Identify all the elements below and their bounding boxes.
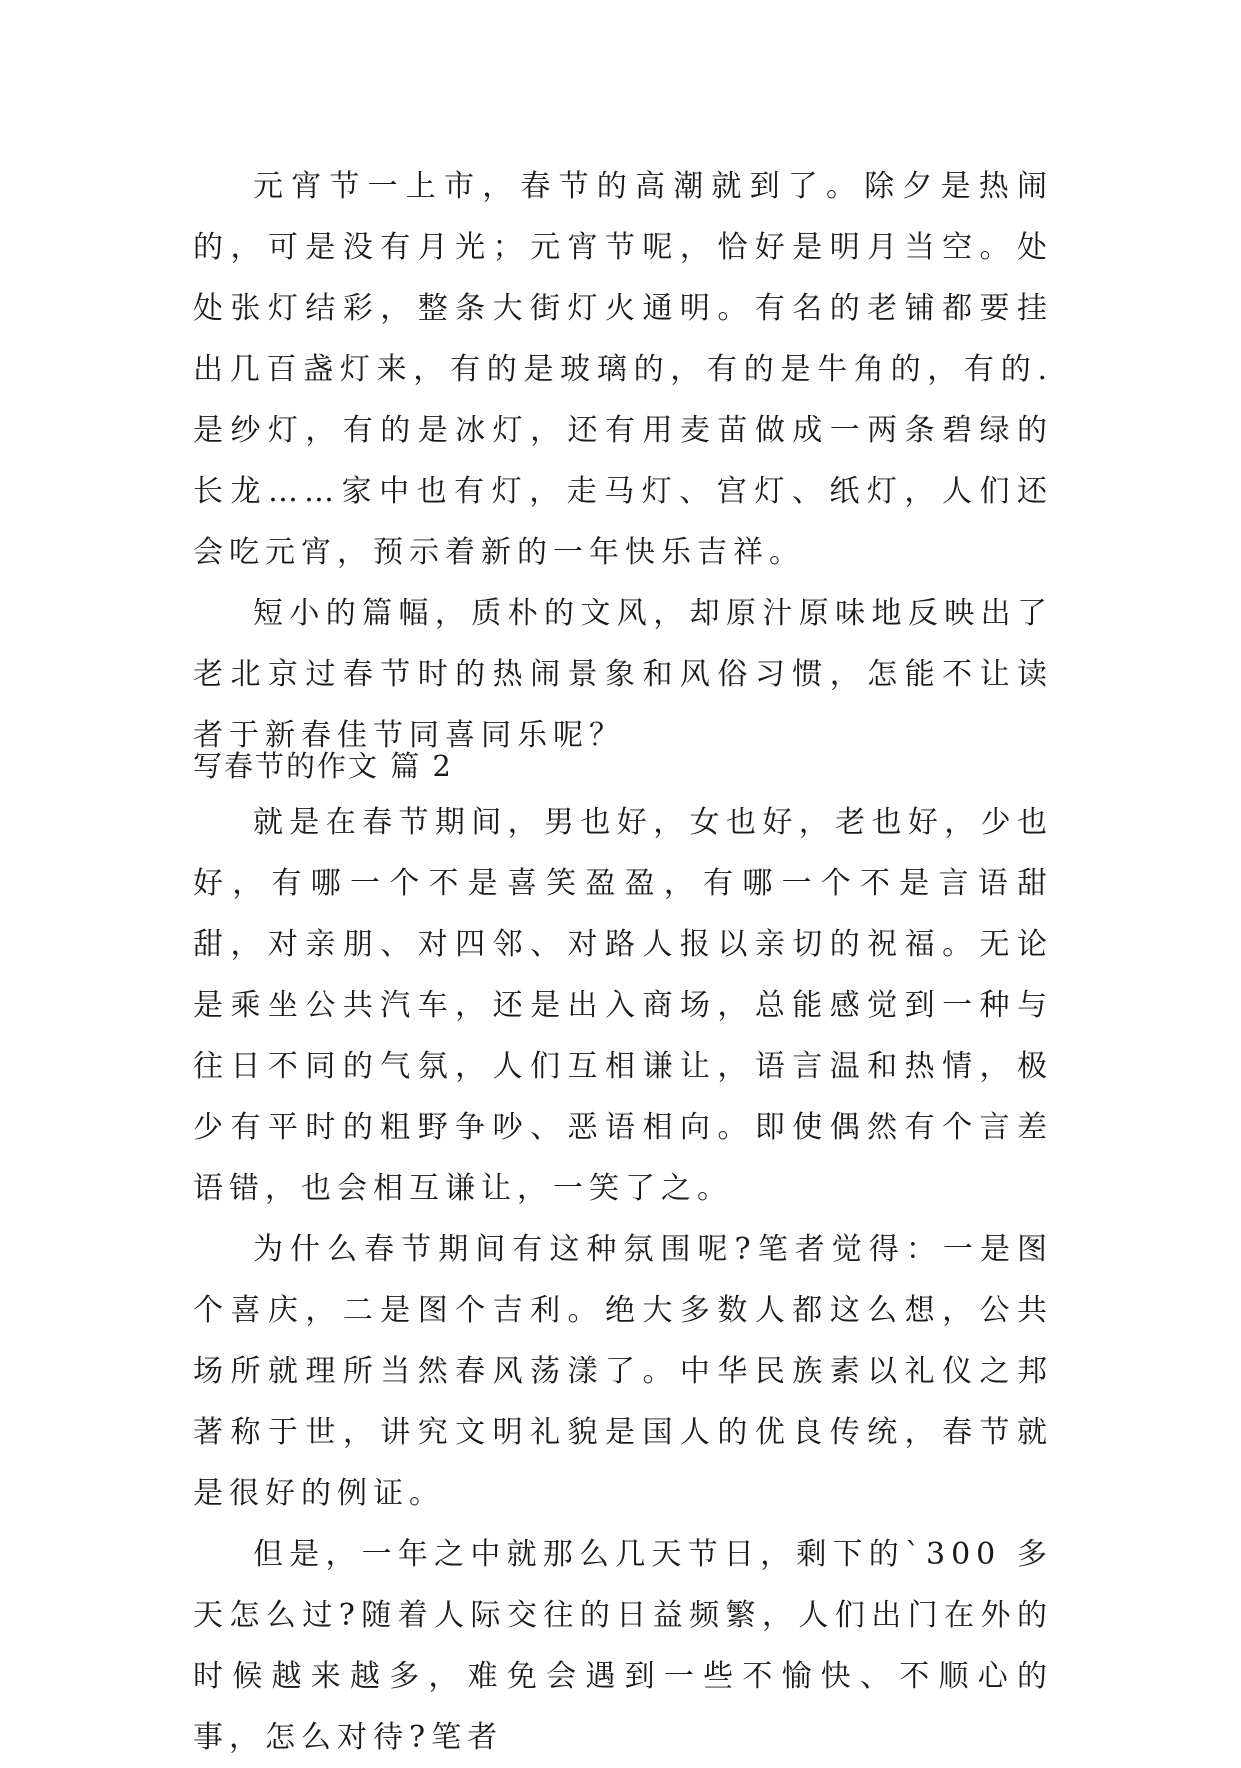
paragraph: 元宵节一上市，春节的高潮就到了。除夕是热闹的，可是没有月光；元宵节呢，恰好是明月当空。处处张灯结彩，整条大街灯火通明。有名的老铺都要挂出几百盏灯来，有的是玻璃的，有的是牛角的，有的.是纱灯，有的是冰灯，还有用麦苗做成一两条碧绿的长龙……家中也有灯，走马灯、宫灯、纸灯，人们还会吃元宵，预示着新的一年快乐吉祥。 (193, 169, 1053, 570)
section-heading: 写春节的作文 篇 2 (193, 749, 453, 783)
paragraph: 但是，一年之中就那么几天节日，剩下的`300 多天怎么过?随着人际交往的日益频繁，人们出门在外的时候越来越多，难免会遇到一些不愉快、不顺心的事，怎么对待?笔者 (193, 1537, 1053, 1755)
section-2-body (193, 792, 1053, 1768)
paragraph: 为什么春节期间有这种氛围呢?笔者觉得：一是图个喜庆，二是图个吉利。绝大多数人都这么想，公共场所就理所当然春风荡漾了。中华民族素以礼仪之邦著称于世，讲究文明礼貌是国人的优良传统，春节就是很好的例证。 (193, 1232, 1053, 1511)
paragraph: 短小的篇幅，质朴的文风，却原汁原味地反映出了老北京过春节时的热闹景象和风俗习惯，怎能不让读者于新春佳节同喜同乐呢？ (193, 596, 1053, 753)
paragraph: 就是在春节期间，男也好，女也好，老也好，少也好，有哪一个不是喜笑盈盈，有哪一个不是言语甜甜，对亲朋、对四邻、对路人报以亲切的祝福。无论是乘坐公共汽车，还是出入商场，总能感觉到一种与往日不同的气氛，人们互相谦让，语言温和热情，极少有平时的粗野争吵、恶语相向。即使偶然有个言差语错，也会相互谦让，一笑了之。 (193, 805, 1053, 1206)
section-1-body (193, 156, 1053, 766)
